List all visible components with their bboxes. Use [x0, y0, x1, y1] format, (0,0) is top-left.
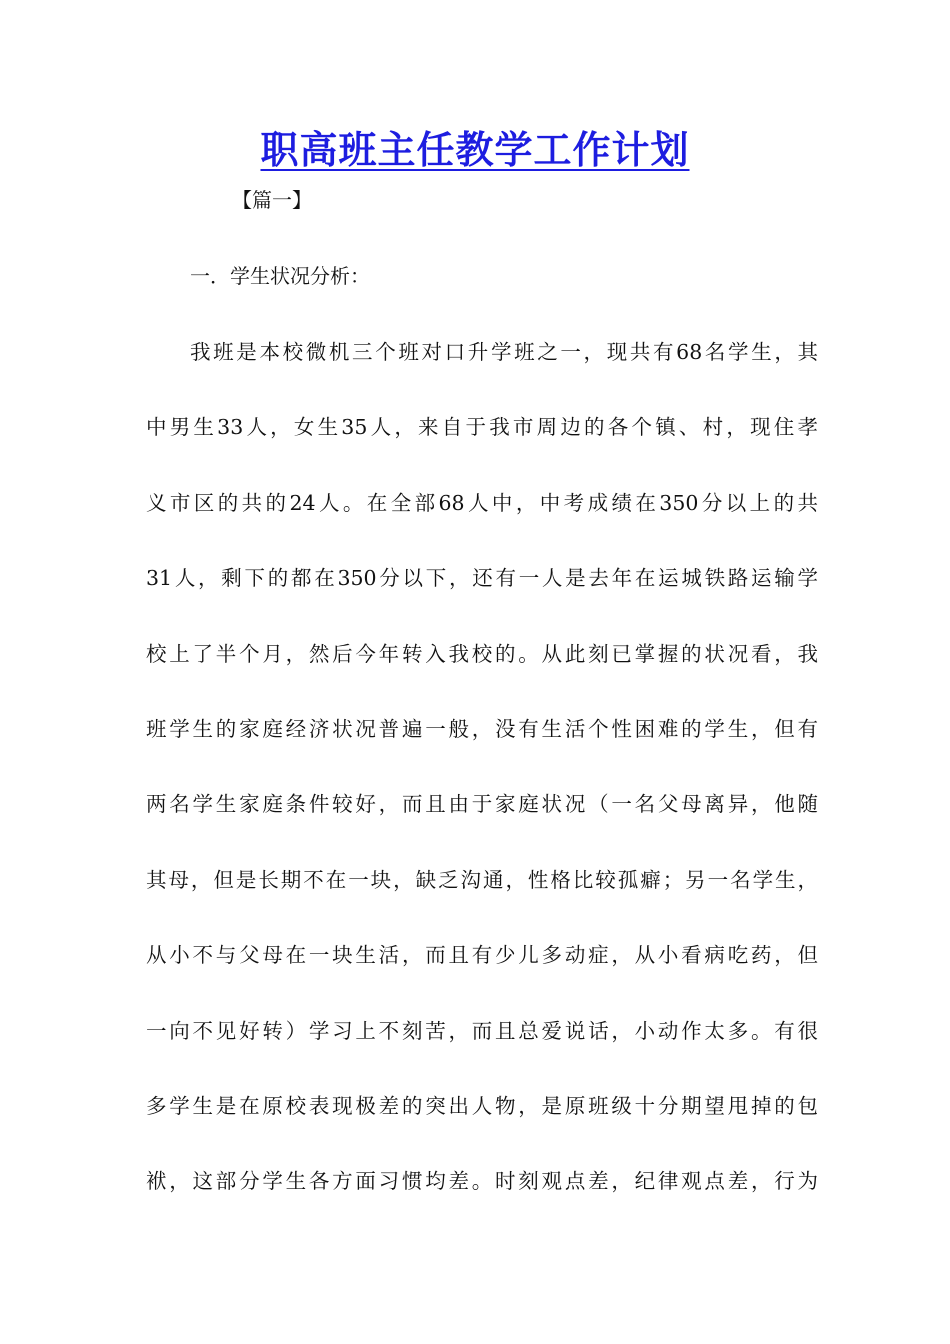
paragraph-line: 中男生33人，女生35人，来自于我市周边的各个镇、村，现住孝: [146, 415, 818, 440]
paragraph-line: 31人，剩下的都在350分以下，还有一人是去年在运城铁路运输学: [146, 566, 818, 591]
paragraph-line: 我班是本校微机三个班对口升学班之一，现共有68名学生，其: [190, 340, 818, 364]
body-paragraph: [146, 332, 818, 1237]
paragraph-line: 义市区的共的24人。在全部68人中，中考成绩在350分以上的共: [146, 490, 818, 515]
paragraph-line: 其母，但是长期不在一块，缺乏沟通，性格比较孤癖；另一名学生，: [146, 867, 818, 892]
paragraph-line: 校上了半个月，然后今年转入我校的。从此刻已掌握的状况看，我: [146, 641, 818, 666]
paragraph-line: 班学生的家庭经济状况普遍一般，没有生活个性困难的学生，但有: [146, 716, 818, 741]
section-heading: 一．学生状况分析：: [190, 264, 370, 288]
paragraph-line: 一向不见好转）学习上不刻苦，而且总爱说话，小动作太多。有很: [146, 1018, 818, 1043]
paragraph-line: 多学生是在原校表现极差的突出人物，是原班级十分期望甩掉的包: [146, 1093, 818, 1118]
paragraph-line: 袱，这部分学生各方面习惯均差。时刻观点差，纪律观点差，行为: [146, 1169, 818, 1194]
paragraph-line: 从小不与父母在一块生活，而且有少儿多动症，从小看病吃药，但: [146, 943, 818, 968]
chapter-label: 【篇一】: [232, 188, 312, 212]
document-title[interactable]: 职高班主任教学工作计划: [260, 128, 690, 172]
paragraph-line: 两名学生家庭条件较好，而且由于家庭状况（一名父母离异，他随: [146, 792, 818, 817]
